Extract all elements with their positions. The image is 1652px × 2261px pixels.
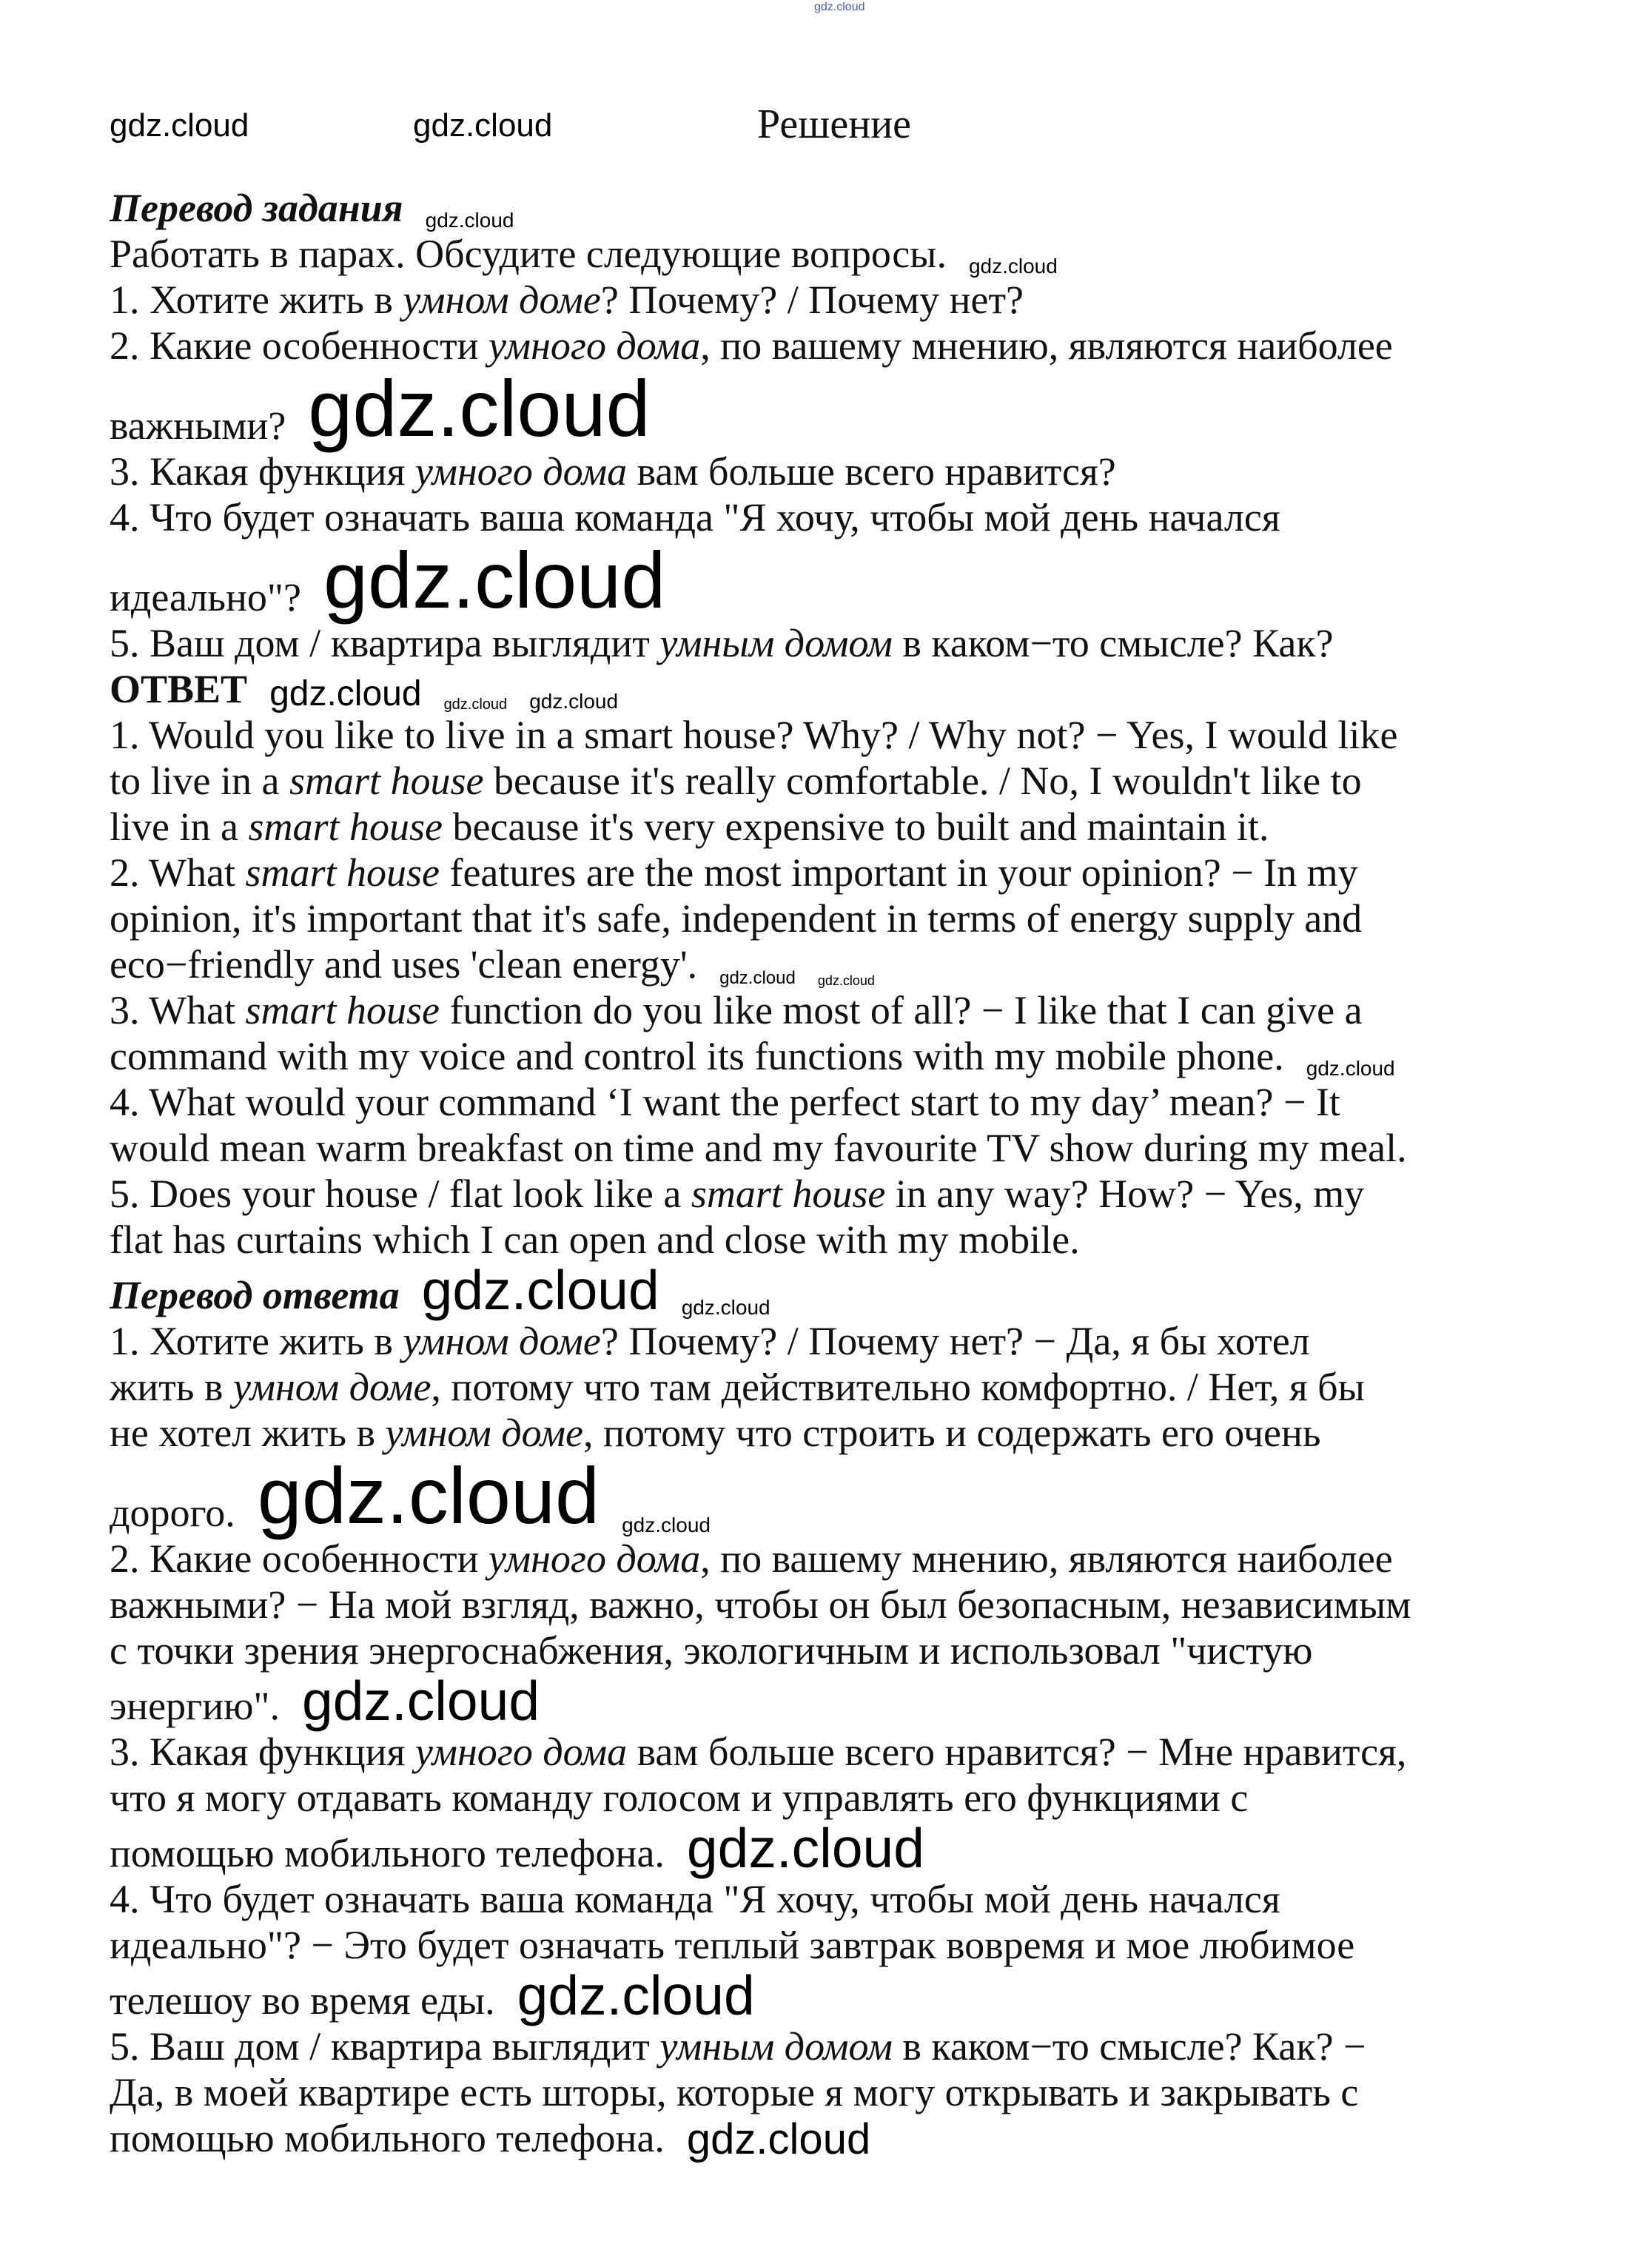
section-heading [110, 1259, 1411, 1321]
text-line [110, 1536, 1411, 1582]
text-line [110, 2023, 1411, 2069]
italic-term: умном доме [385, 1411, 584, 1455]
text-segment: , потому что строить и содержать его очень [583, 1411, 1321, 1455]
text-line [110, 1033, 1411, 1079]
text-segment: в каком−то смысле? Как? [892, 621, 1334, 665]
watermark: gdz.cloud [443, 696, 508, 713]
section-heading [110, 666, 1411, 712]
text-line [110, 941, 1411, 987]
text-line [110, 1125, 1411, 1171]
text-line [110, 1217, 1411, 1263]
italic-term: smart house [248, 804, 443, 849]
text-segment: , по вашему мнению, являются наиболее [700, 323, 1393, 368]
text-line [110, 1318, 1411, 1364]
text-segment: live in a [110, 804, 249, 849]
watermark: gdz.cloud [686, 1817, 924, 1879]
text-line [110, 758, 1411, 804]
text-line [110, 1627, 1411, 1673]
text-segment: важными? − На мой взгляд, важно, чтобы он был безопасным, независимым [110, 1582, 1411, 1627]
text-segment: 5. Does your house / flat look like a [110, 1172, 691, 1216]
text-line [110, 850, 1411, 896]
text-segment: opinion, it's important that it's safe, independent in terms of energy supply and [110, 896, 1363, 941]
text-segment: Работать в парах. Обсудите следующие вопросы. [110, 232, 947, 276]
italic-term: умном доме [232, 1365, 432, 1409]
text-segment: телешоу во время еды. [110, 1978, 495, 2023]
watermark: gdz.cloud [681, 1296, 770, 1319]
document-body [110, 185, 1411, 2161]
italic-term: умного дома [414, 449, 628, 494]
text-line [110, 1582, 1411, 1627]
text-line [110, 620, 1411, 666]
text-line [110, 1817, 1411, 1879]
text-segment: ? Почему? / Почему нет? − Да, я бы хотел [600, 1319, 1310, 1363]
watermark: gdz.cloud [686, 2115, 871, 2163]
text-segment: , по вашему мнению, являются наиболее [700, 1536, 1393, 1581]
text-line [110, 1775, 1411, 1821]
text-segment: ? Почему? / Почему нет? [600, 278, 1024, 322]
italic-term: умного дома [488, 1536, 701, 1581]
watermark: gdz.cloud [257, 1451, 600, 1540]
text-segment: не хотел жить в [110, 1411, 386, 1455]
text-segment: function do you like most of all? − I like that I can give a [439, 988, 1363, 1032]
text-segment: Перевод ответа [110, 1273, 400, 1317]
watermark: gdz.cloud [719, 968, 796, 988]
watermark: gdz.cloud [425, 209, 514, 232]
text-segment: в каком−то смысле? Как? − [892, 2024, 1366, 2069]
text-segment: жить в [110, 1365, 233, 1409]
text-line [110, 535, 1411, 625]
text-segment: дорого. [110, 1491, 235, 1535]
watermark: gdz.cloud [517, 1964, 755, 2026]
text-line [110, 363, 1411, 453]
text-segment: ОТВЕТ [110, 667, 248, 711]
text-segment: помощью мобильного телефона. [110, 2116, 665, 2160]
text-line [110, 987, 1411, 1033]
text-segment: features are the most important in your opinion? − In my [439, 850, 1358, 895]
text-segment: помощью мобильного телефона. [110, 1831, 665, 1875]
page-title: Решение [757, 101, 912, 147]
text-line [110, 1451, 1411, 1540]
text-segment: 2. Какие особенности [110, 323, 489, 368]
text-segment: вам больше всего нравится? − Мне нравится, [627, 1730, 1407, 1774]
text-line [110, 1876, 1411, 1922]
text-segment: 2. Какие особенности [110, 1536, 489, 1581]
text-line [110, 712, 1411, 758]
italic-term: умным домом [659, 2024, 893, 2069]
text-segment: 5. Ваш дом / квартира выглядит [110, 2024, 660, 2069]
text-segment: что я могу отдавать команду голосом и управлять его функциями с [110, 1775, 1249, 1820]
text-segment: in any way? How? − Yes, my [885, 1172, 1365, 1216]
text-segment: 4. What would your command ‘I want the perfect start to my day’ mean? − It [110, 1080, 1340, 1124]
text-segment: 3. Какая функция [110, 1730, 415, 1774]
italic-term: smart house [245, 850, 440, 895]
text-segment: because it's very expensive to built and maintain it. [442, 804, 1269, 849]
italic-term: умном доме [403, 278, 601, 322]
watermark: gdz.cloud [622, 1514, 711, 1536]
text-line [110, 277, 1411, 323]
text-line [110, 2069, 1411, 2115]
watermark: gdz.cloud [529, 690, 619, 713]
text-line [110, 1410, 1411, 1456]
text-segment: Да, в моей квартире есть шторы, которые я могу открывать и закрывать с [110, 2070, 1359, 2114]
text-segment: с точки зрения энергоснабжения, экологичным и использовал "чистую [110, 1628, 1313, 1673]
text-segment: 1. Would you like to live in a smart house? Why? / Why not? − Yes, I would like [110, 713, 1398, 757]
text-line [110, 804, 1411, 850]
text-line [110, 2115, 1411, 2161]
text-segment: , потому что там действительно комфортно. / Нет, я бы [431, 1365, 1365, 1409]
text-segment: eco−friendly and uses 'clean energy'. [110, 942, 698, 987]
text-line [110, 1670, 1411, 1732]
text-line [110, 1079, 1411, 1125]
text-segment: идеально"? − Это будет означать теплый завтрак вовремя и мое любимое [110, 1923, 1355, 1967]
watermark: gdz.cloud [308, 363, 651, 453]
italic-term: умным домом [659, 621, 893, 665]
watermark: gdz.cloud [323, 535, 666, 625]
text-line [110, 1964, 1411, 2026]
text-segment: 4. Что будет означать ваша команда "Я хочу, чтобы мой день начался [110, 495, 1280, 540]
text-line [110, 1729, 1411, 1775]
watermark: gdz.cloud [301, 1670, 540, 1732]
italic-term: умного дома [414, 1730, 628, 1774]
section-heading [110, 185, 1411, 231]
text-segment: 1. Хотите жить в [110, 1319, 403, 1363]
italic-term: smart house [245, 988, 440, 1032]
text-segment: Перевод задания [110, 186, 403, 230]
watermark: gdz.cloud [421, 1259, 659, 1321]
text-segment: 4. Что будет означать ваша команда "Я хочу, чтобы мой день начался [110, 1877, 1280, 1921]
text-segment: вам больше всего нравится? [627, 449, 1116, 494]
text-line [110, 494, 1411, 540]
watermark: gdz.cloud [968, 255, 1058, 278]
text-line [110, 231, 1411, 277]
text-line [110, 1171, 1411, 1217]
text-segment: would mean warm breakfast on time and my favourite TV show during my meal. [110, 1126, 1407, 1170]
text-segment: because it's really comfortable. / No, I wouldn't like to [483, 759, 1362, 803]
italic-term: умном доме [403, 1319, 601, 1363]
top-watermark: gdz.cloud [814, 1, 865, 13]
header-watermark-mid: gdz.cloud [413, 107, 553, 144]
text-segment: 3. Какая функция [110, 449, 415, 494]
text-segment: 1. Хотите жить в [110, 278, 403, 322]
text-segment: идеально"? [110, 575, 301, 619]
text-line [110, 1922, 1411, 1968]
text-line [110, 1364, 1411, 1410]
italic-term: умного дома [488, 323, 701, 368]
watermark: gdz.cloud [1306, 1057, 1395, 1080]
text-line [110, 323, 1411, 369]
text-segment: to live in a [110, 759, 289, 803]
text-segment: энергию". [110, 1684, 280, 1728]
text-segment: command with my voice and control its functions with my mobile phone. [110, 1034, 1284, 1078]
header-watermark-left: gdz.cloud [110, 107, 249, 144]
text-segment: 5. Ваш дом / квартира выглядит [110, 621, 660, 665]
text-segment: важными? [110, 403, 286, 448]
text-segment: flat has curtains which I can open and close with my mobile. [110, 1217, 1080, 1262]
italic-term: smart house [691, 1172, 886, 1216]
text-segment: 3. What [110, 988, 246, 1032]
text-line [110, 896, 1411, 941]
watermark: gdz.cloud [269, 674, 422, 713]
italic-term: smart house [289, 759, 484, 803]
text-line [110, 448, 1411, 494]
text-segment: 2. What [110, 850, 246, 895]
watermark: gdz.cloud [817, 973, 875, 988]
